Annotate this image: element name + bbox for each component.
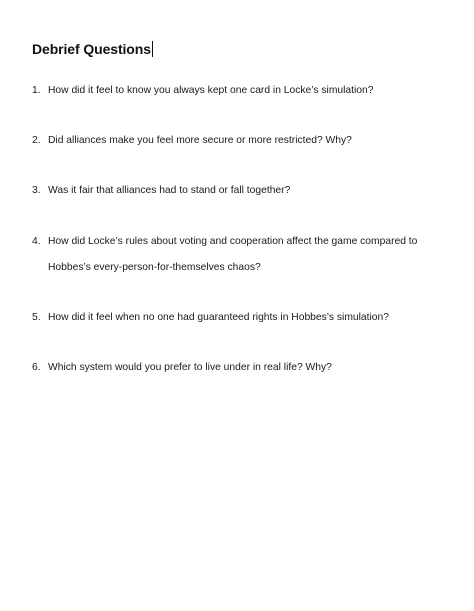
question-item[interactable] xyxy=(32,305,452,331)
question-text: How did it feel to know you always kept one card in Locke’s simulation? xyxy=(48,85,374,96)
question-number: 6. xyxy=(32,362,41,373)
question-item[interactable] xyxy=(32,178,452,204)
document-heading[interactable] xyxy=(32,41,153,57)
heading-text: Debrief Questions xyxy=(32,41,151,57)
question-item[interactable] xyxy=(32,355,452,381)
question-item[interactable] xyxy=(32,229,452,281)
text-cursor xyxy=(152,41,154,57)
question-text: How did Locke’s rules about voting and cooperation affect the game compared to Hobbes’s every-person-for-themselves chaos? xyxy=(48,236,418,273)
question-item[interactable] xyxy=(32,78,452,104)
question-number: 5. xyxy=(32,312,41,323)
question-item[interactable] xyxy=(32,128,452,154)
question-number: 4. xyxy=(32,236,41,247)
question-text: Did alliances make you feel more secure or more restricted? Why? xyxy=(48,135,352,146)
question-text: Which system would you prefer to live under in real life? Why? xyxy=(48,362,332,373)
question-number: 3. xyxy=(32,185,41,196)
question-number: 2. xyxy=(32,135,41,146)
question-text: Was it fair that alliances had to stand or fall together? xyxy=(48,185,291,196)
question-text: How did it feel when no one had guaranteed rights in Hobbes’s simulation? xyxy=(48,312,389,323)
question-number: 1. xyxy=(32,85,41,96)
